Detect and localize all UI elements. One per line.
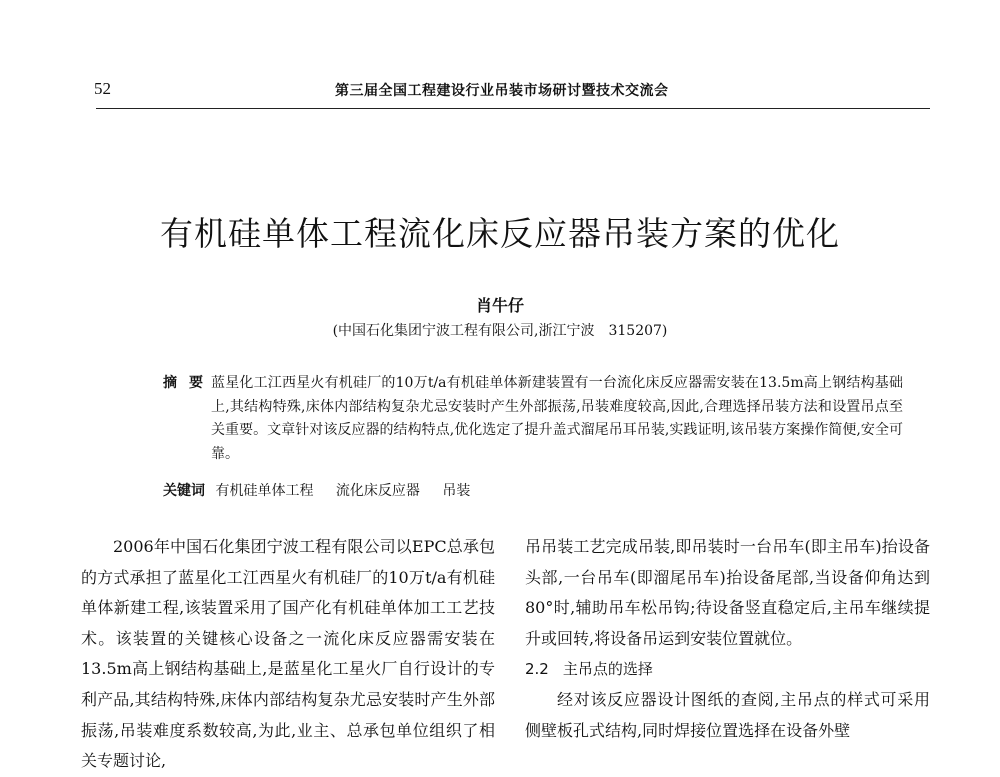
body-right-column bbox=[525, 532, 930, 746]
author-name: 肖牛仔 bbox=[475, 296, 524, 315]
header-divider bbox=[96, 108, 930, 109]
keywords bbox=[163, 480, 903, 500]
abstract bbox=[163, 372, 903, 466]
section-heading bbox=[525, 654, 930, 685]
page-number: 52 bbox=[94, 79, 111, 98]
section-paragraph: 经对该反应器设计图纸的查阅,主吊点的样式可采用侧壁板孔式结构,同时焊接位置选择在设备外壁 bbox=[525, 689, 930, 740]
abstract-text: 蓝星化工江西星火有机硅厂的10万t/a有机硅单体新建装置有一台流化床反应器需安装在13.5m高上钢结构基础上,其结构特殊,床体内部结构复杂尤忌安装时产生外部振荡,吊装难度较高,因此,合理选择吊装方法和设置吊点至关重要。文章针对该反应器的结构特点,优化选定了提升盖式溜尾吊耳吊装,实践证明,该吊装方案操作简便,安全可靠。 bbox=[211, 375, 903, 462]
abstract-label: 摘要 bbox=[163, 375, 215, 391]
body-left-column bbox=[81, 532, 495, 777]
running-header: 第三届全国工程建设行业吊装市场研讨暨技术交流会 bbox=[335, 83, 669, 99]
continued-paragraph: 吊吊装工艺完成吊装,即吊装时一台吊车(即主吊车)抬设备头部,一台吊车(即溜尾吊车)抬设备尾部,当设备仰角达到80°时,辅助吊车松吊钩;待设备竖直稳定后,主吊车继续提升或回转,将设备吊运到安装位置就位。 bbox=[525, 537, 930, 648]
keywords-label: 关键词 bbox=[163, 483, 205, 499]
author-affiliation: (中国石化集团宁波工程有限公司,浙江宁波 315207) bbox=[332, 323, 668, 339]
intro-paragraph: 2006年中国石化集团宁波工程有限公司以EPC总承包的方式承担了蓝星化工江西星火有机硅厂的10万t/a有机硅单体新建工程,该装置采用了国产化有机硅单体加工工艺技术。该装置的关键核心设备之一流化床反应器需安装在13.5m高上钢结构基础上,是蓝星化工星火厂自行设计的专利产品,其结构特殊,床体内部结构复杂尤忌安装时产生外部振荡,吊装难度系数较高,为此,业主、总承包单位组织了相关专题讨论, bbox=[81, 537, 495, 771]
section-number: 2.2 bbox=[525, 660, 549, 679]
keyword-item: 流化床反应器 bbox=[335, 483, 420, 499]
article-title: 有机硅单体工程流化床反应器吊装方案的优化 bbox=[160, 214, 840, 253]
keyword-item: 有机硅单体工程 bbox=[215, 483, 314, 499]
section-title: 主吊点的选择 bbox=[562, 660, 653, 679]
keyword-item: 吊装 bbox=[442, 483, 471, 499]
